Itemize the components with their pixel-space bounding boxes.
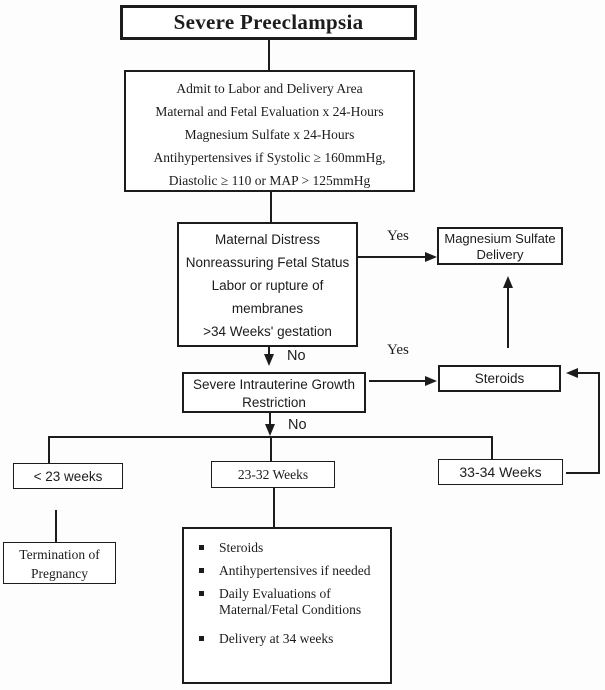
lt-23-weeks-box (13, 463, 123, 489)
yes-label-top: Yes (387, 228, 409, 244)
drop-lt23 (48, 438, 50, 463)
title-box (120, 5, 417, 40)
plan-item-4: Delivery at 34 weeks (197, 631, 384, 647)
steroids-box (438, 365, 561, 392)
drop-3334 (491, 438, 493, 459)
no-label-2: No (288, 417, 307, 433)
arrow-iugr-steroids-line (369, 380, 426, 382)
loop-line-top (577, 372, 600, 374)
arrow-iugr-branch-head (265, 424, 275, 436)
square-bullet-icon (199, 568, 204, 573)
mag-line-1: Magnesium Sulfate (444, 231, 556, 246)
triage-line-4: membranes (231, 301, 304, 316)
drop-2332 (270, 438, 272, 461)
mag-line-2: Delivery (476, 247, 524, 262)
lt-23-weeks-label: < 23 weeks (33, 468, 103, 484)
admit-line-4: Antihypertensives if Systolic ≥ 160mmHg, (153, 150, 386, 165)
management-plan-box (182, 527, 392, 684)
admit-box (124, 70, 415, 192)
square-bullet-icon (199, 545, 204, 550)
23-32-weeks-label: 23-32 Weeks (237, 466, 309, 482)
magnesium-sulfate-delivery-box (437, 227, 563, 265)
plan-list (184, 529, 390, 647)
steroids-label: Steroids (474, 371, 525, 386)
plan-item-2: Antihypertensives if needed (197, 563, 384, 579)
iugr-line-1: Severe Intrauterine Growth (192, 377, 356, 392)
admit-line-5: Diastolic ≥ 110 or MAP > 125mmHg (168, 173, 371, 188)
loop-line-right (598, 372, 600, 474)
admit-line-3: Magnesium Sulfate x 24-Hours (184, 127, 355, 142)
arrow-iugr-steroids-head (425, 376, 437, 386)
33-34-weeks-label: 33-34 Weeks (459, 464, 542, 480)
33-34-weeks-box (438, 459, 563, 485)
termination-box (3, 542, 116, 584)
maternal-distress-box (177, 222, 358, 347)
termination-line-2: Pregnancy (31, 566, 88, 581)
admit-line-1: Admit to Labor and Delivery Area (176, 81, 363, 96)
square-bullet-icon (199, 591, 204, 596)
plan-item-1: Steroids (197, 540, 384, 556)
arrow-triage-magnesium-line (358, 256, 426, 258)
arrow-triage-magnesium-head (425, 252, 437, 262)
connector-admit-triage (270, 192, 272, 222)
square-bullet-icon (199, 636, 204, 641)
diagram-title: Severe Preeclampsia (173, 10, 364, 34)
no-label-1: No (287, 348, 306, 364)
triage-line-1: Maternal Distress (214, 232, 321, 247)
arrow-steroids-magnesium-line (507, 287, 509, 348)
severe-iugr-box (182, 372, 366, 413)
triage-line-3: Labor or rupture of (211, 278, 324, 293)
connector-lt23-termination (55, 510, 57, 542)
yes-label-middle: Yes (387, 342, 409, 358)
connector-title-admit (268, 40, 270, 70)
admit-line-2: Maternal and Fetal Evaluation x 24-Hours (155, 104, 384, 119)
triage-line-2: Nonreassuring Fetal Status (185, 255, 350, 270)
23-32-weeks-box (211, 461, 335, 488)
termination-line-1: Termination of (19, 547, 100, 562)
triage-line-5: >34 Weeks' gestation (203, 324, 332, 339)
iugr-line-2: Restriction (242, 395, 306, 410)
plan-item-3: Daily Evaluations of Maternal/Fetal Conditions (197, 586, 384, 618)
arrow-triage-iugr-head (264, 354, 274, 366)
loop-line-bottom (566, 472, 600, 474)
connector-2332-plan (273, 488, 275, 527)
